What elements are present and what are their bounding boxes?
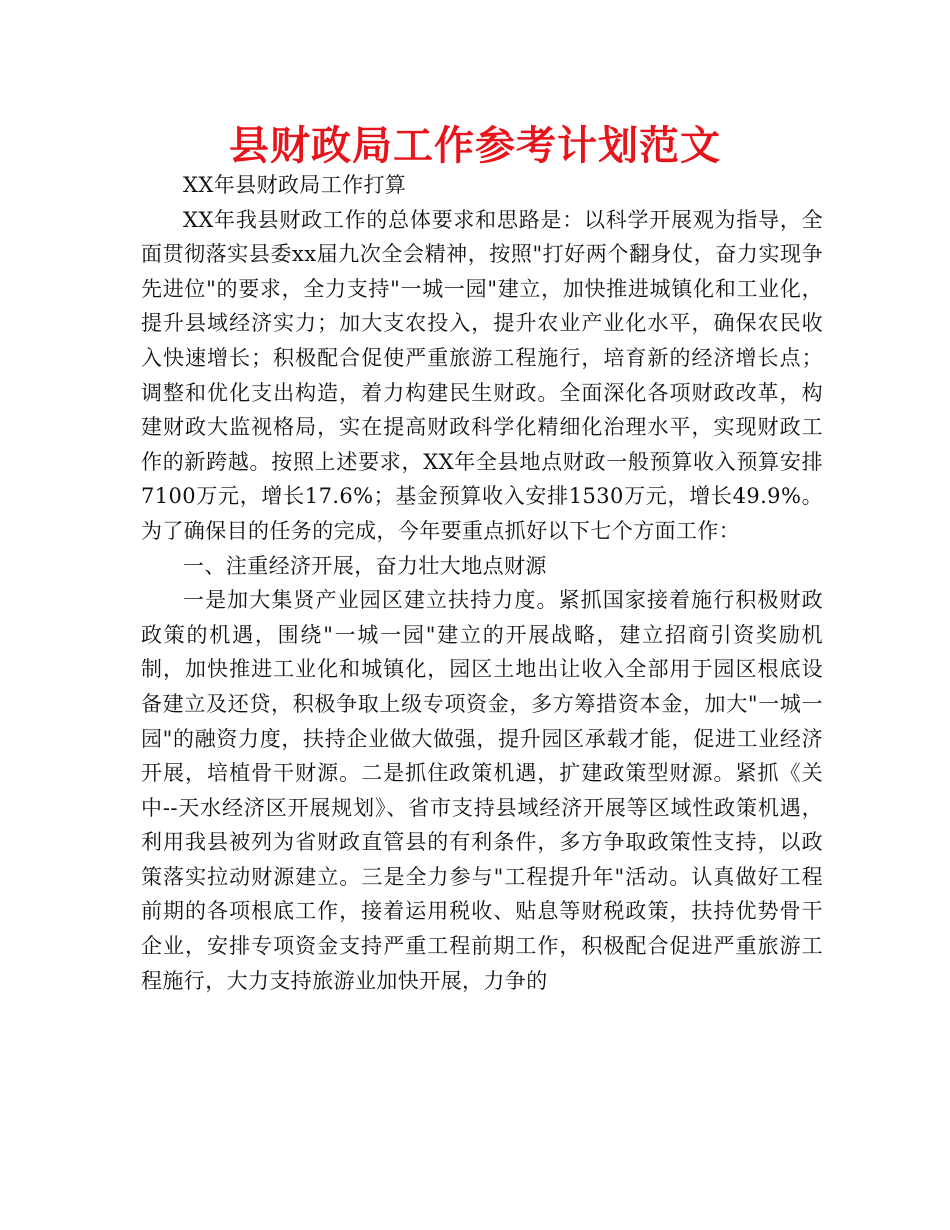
paragraph-overall-requirements: XX年我县财政工作的总体要求和思路是：以科学开展观为指导，全面贯彻落实县委xx届九次全会精神，按照"打好两个翻身仗，奋力实现争先进位"的要求，全力支持"一城一园"建立，加快推进城镇化和工业化，提升县域经济实力；加大支农投入，提升农业产业化水平，确保农民收入快速增长；积极配合促使严重旅游工程施行，培育新的经济增长点；调整和优化支出构造，着力构建民生财政。全面深化各项财政改革，构建财政大监视格局，实在提高财政科学化精细化治理水平，实现财政工作的新跨越。按照上述要求，XX年全县地点财政一般预算收入预算安排7100万元，增长17.6%；基金预算收入安排1530万元，增长49.9%。为了确保目的任务的完成，今年要重点抓好以下七个方面工作：	[141, 207, 823, 543]
document-body	[141, 168, 823, 998]
section-heading-economic-development: 一、注重经济开展，奋力壮大地点财源	[183, 553, 547, 578]
section-heading-plan: XX年县财政局工作打算	[183, 173, 407, 197]
paragraph-industrial-park: 一是加大集贤产业园区建立扶持力度。紧抓国家接着施行积极财政政策的机遇，围绕"一城一园"建立的开展战略，建立招商引资奖励机制，加快推进工业化和城镇化，园区土地出让收入全部用于园区根底设备建立及还贷，积极争取上级专项资金，多方筹措资本金，加大"一城一园"的融资力度，扶持企业做大做强，提升园区承载才能，促进工业经济开展，培植骨干财源。二是抓住政策机遇，扩建政策型财源。紧抓《关中--天水经济区开展规划》、省市支持县域经济开展等区域性政策机遇，利用我县被列为省财政直管县的有利条件，多方争取政策性支持，以政策落实拉动财源建立。三是全力参与"工程提升年"活动。认真做好工程前期的各项根底工作，接着运用税收、贴息等财税政策，扶持优势骨干企业，安排专项资金支持严重工程前期工作，积极配合促进严重旅游工程施行，大力支持旅游业加快开展，力争的	[141, 588, 823, 993]
document-title: 县财政局工作参考计划范文	[229, 123, 721, 169]
